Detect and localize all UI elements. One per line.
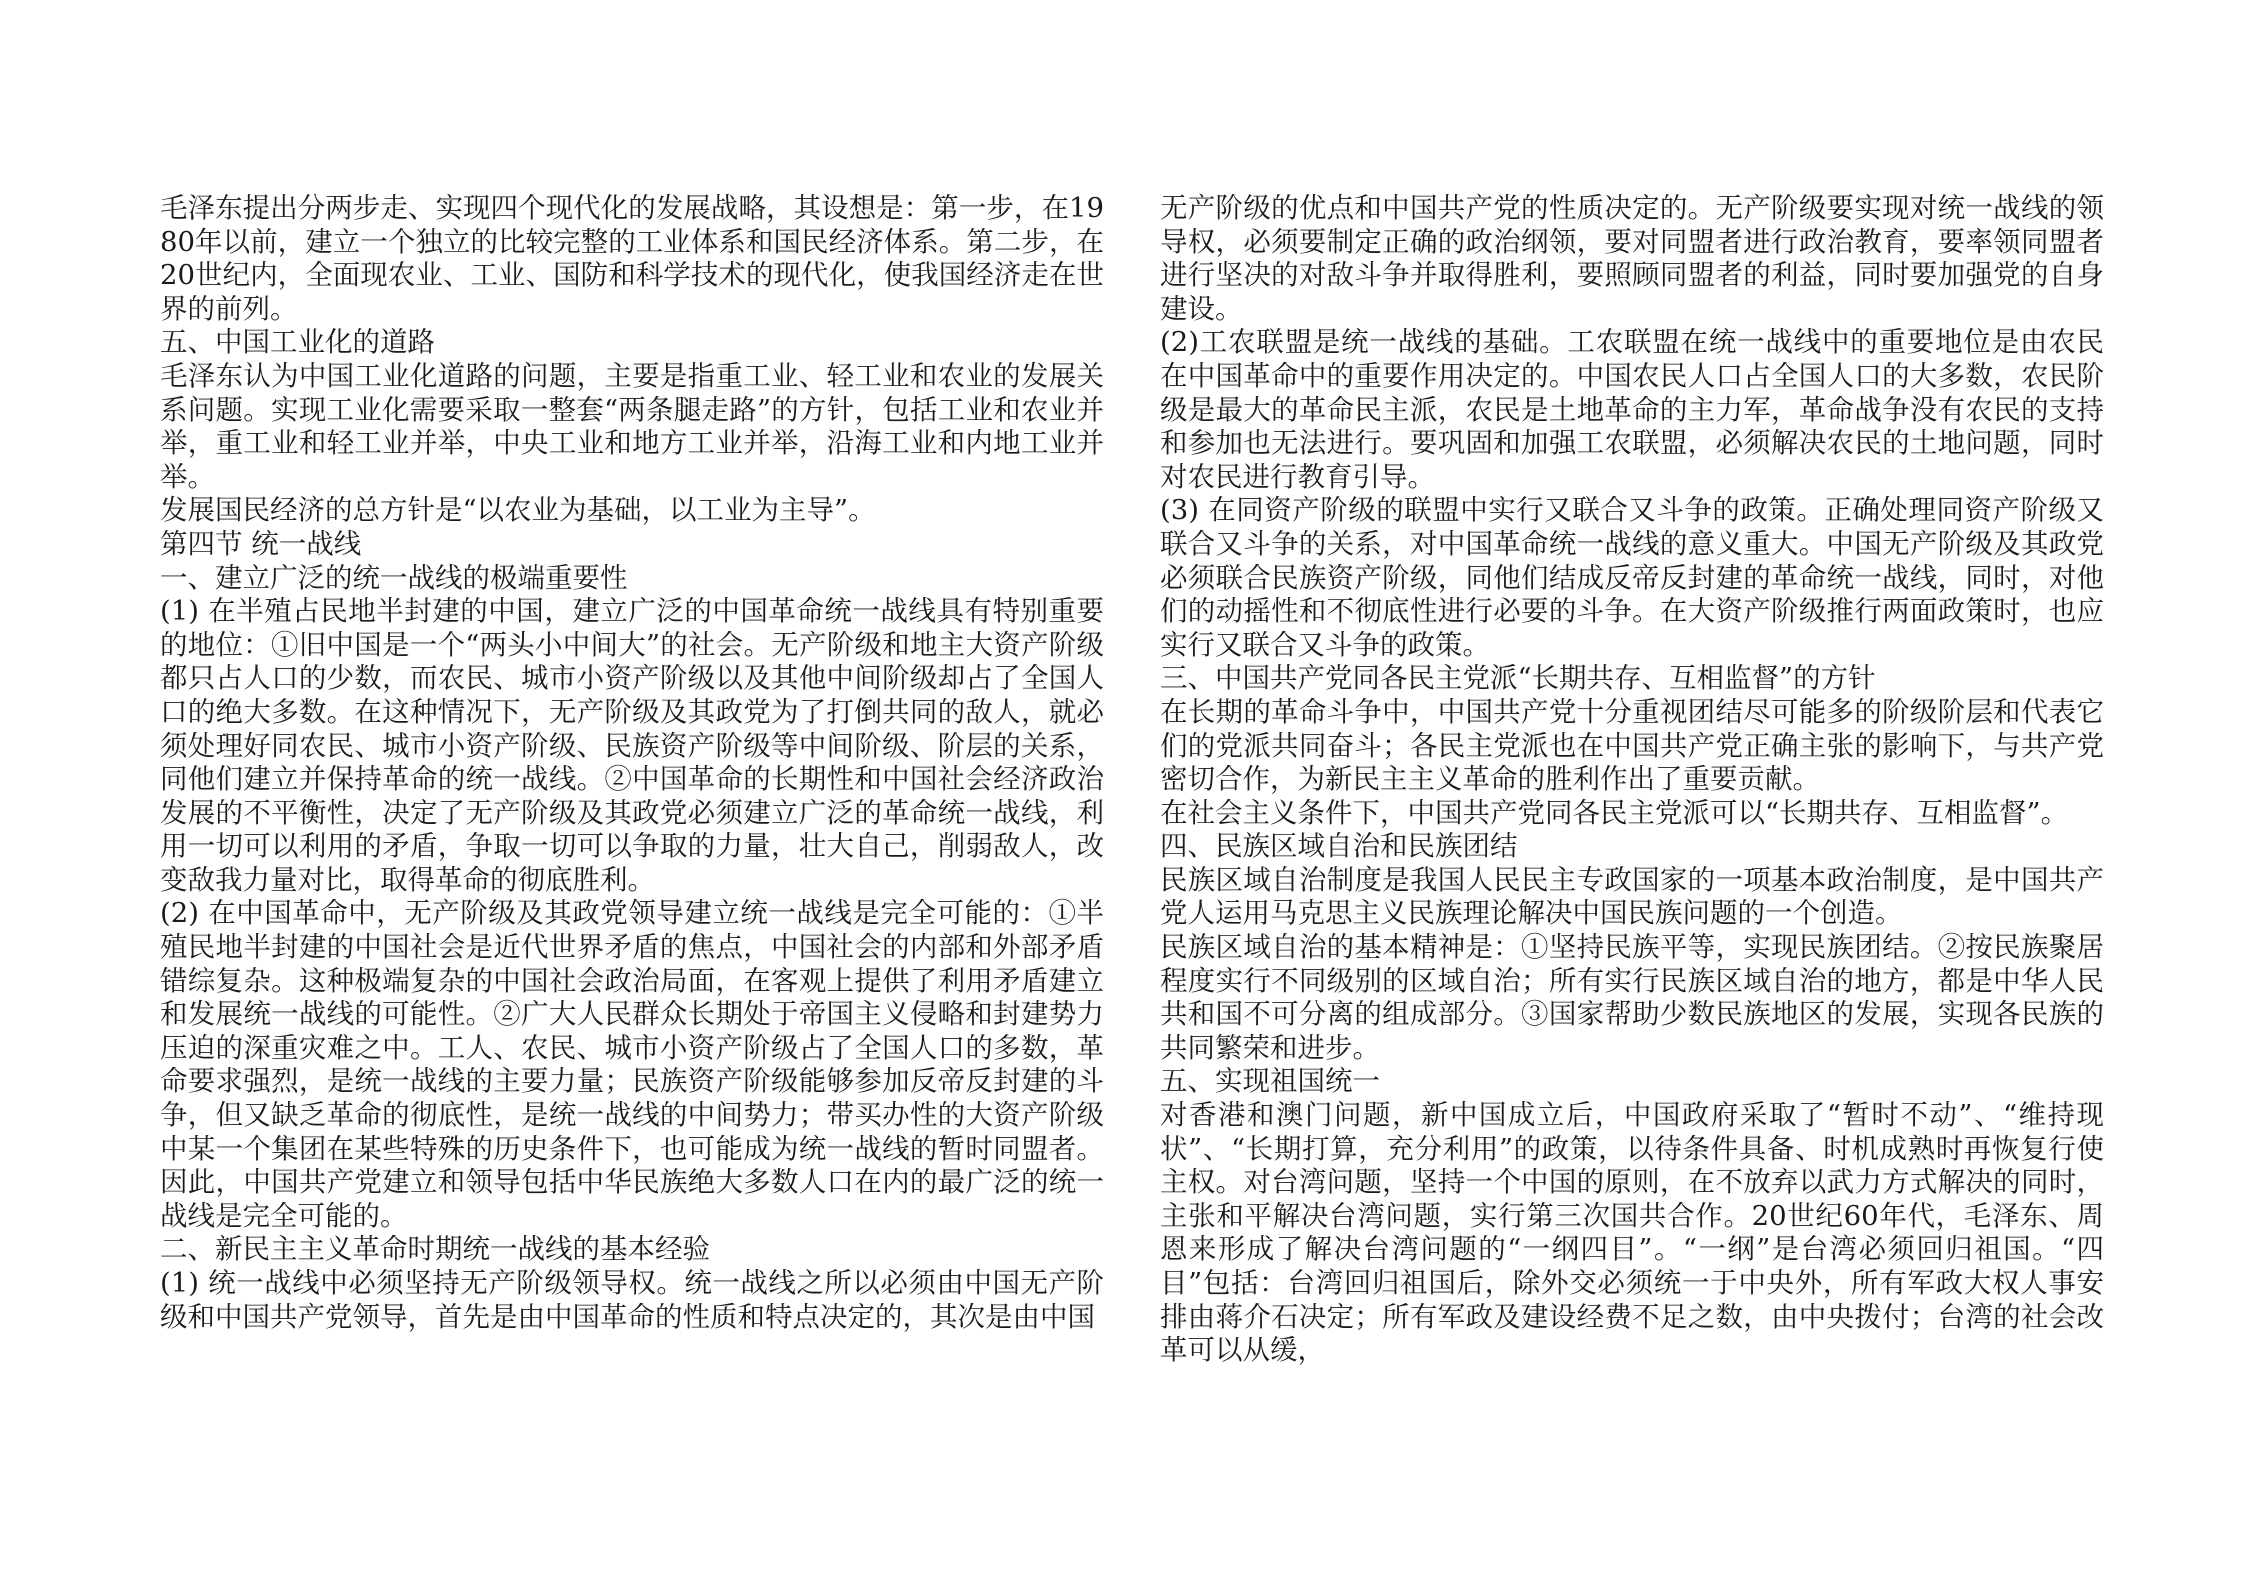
paragraph-bourgeoisie-policy: (3) 在同资产阶级的联盟中实行又联合又斗争的政策。正确处理同资产阶级又联合又斗争的关系，对中国革命统一战线的意义重大。中国无产阶级及其政党必须联合民族资产阶级，同他们结成反帝反封建的革命统一战线，同时，对他们的动摇性和不彻底性进行必要的斗争。在大资产阶级推行两面政策时，也应实行又联合又斗争的政策。 [1160, 494, 2104, 661]
paragraph-strategy: 毛泽东提出分两步走、实现四个现代化的发展战略，其设想是：第一步，在1980年以前，建立一个独立的比较完整的工业体系和国民经济体系。第二步，在20世纪内，全面现农业、工业、国防和科学技术的现代化，使我国经济走在世界的前列。 [160, 192, 1104, 325]
paragraph-leadership: (1) 统一战线中必须坚持无产阶级领导权。统一战线之所以必须由中国无产阶级和中国共产党领导，首先是由中国革命的性质和特点决定的，其次是由中国 [160, 1267, 1104, 1333]
heading-importance: 一、建立广泛的统一战线的极端重要性 [160, 561, 628, 594]
heading-industrialization-road: 五、中国工业化的道路 [160, 326, 435, 359]
paragraph-democratic-parties-2: 在社会主义条件下，中国共产党同各民主党派可以“长期共存、互相监督”。 [1160, 796, 2069, 829]
heading-basic-experience: 二、新民主主义革命时期统一战线的基本经验 [160, 1233, 710, 1266]
heading-regional-autonomy: 四、民族区域自治和民族团结 [1160, 830, 1518, 863]
heading-reunification: 五、实现祖国统一 [1160, 1065, 1380, 1098]
paragraph-worker-peasant-alliance: (2)工农联盟是统一战线的基础。工农联盟在统一战线中的重要地位是由农民在中国革命中的重要作用决定的。中国农民人口占全国人口的大多数，农民阶级是最大的革命民主派，农民是土地革命的主力军，革命战争没有农民的支持和参加也无法进行。要巩固和加强工农联盟，必须解决农民的土地问题，同时对农民进行教育引导。 [1160, 326, 2104, 493]
paragraph-leadership-cont: 无产阶级的优点和中国共产党的性质决定的。无产阶级要实现对统一战线的领导权，必须要制定正确的政治纲领，要对同盟者进行政治教育，要率领同盟者进行坚决的对敌斗争并取得胜利，要照顾同盟者的利益，同时要加强党的自身建设。 [1160, 192, 2104, 325]
right-column [1160, 192, 2104, 1368]
paragraph-economic-policy: 发展国民经济的总方针是“以农业为基础，以工业为主导”。 [160, 494, 876, 527]
paragraph-importance-2: (2) 在中国革命中，无产阶级及其政党领导建立统一战线是完全可能的：①半殖民地半封建的中国社会是近代世界矛盾的焦点，中国社会的内部和外部矛盾错综复杂。这种极端复杂的中国社会政治局面，在客观上提供了利用矛盾建立和发展统一战线的可能性。②广大人民群众长期处于帝国主义侵略和封建势力压迫的深重灾难之中。工人、农民、城市小资产阶级占了全国人口的多数，革命要求强烈，是统一战线的主要力量；民族资产阶级能够参加反帝反封建的斗争，但又缺乏革命的彻底性，是统一战线的中间势力；带买办性的大资产阶级中某一个集团在某些特殊的历史条件下，也可能成为统一战线的暂时同盟者。因此，中国共产党建立和领导包括中华民族绝大多数人口在内的最广泛的统一战线是完全可能的。 [160, 897, 1104, 1232]
heading-democratic-parties: 三、中国共产党同各民主党派“长期共存、互相监督”的方针 [1160, 662, 1876, 695]
paragraph-reunification: 对香港和澳门问题，新中国成立后，中国政府采取了“暂时不动”、“维持现状”、“长期打算，充分利用”的政策，以待条件具备、时机成熟时再恢复行使主权。对台湾问题，坚持一个中国的原则，在不放弃以武力方式解决的同时，主张和平解决台湾问题，实行第三次国共合作。20世纪60年代，毛泽东、周恩来形成了解决台湾问题的“一纲四目”。“一纲”是台湾必须回归祖国。“四目”包括：台湾回归祖国后，除外交必须统一于中央外，所有军政大权人事安排由蒋介石决定；所有军政及建设经费不足之数，由中央拨付；台湾的社会改革可以从缓， [1160, 1099, 2104, 1367]
paragraph-importance-1: (1) 在半殖占民地半封建的中国，建立广泛的中国革命统一战线具有特别重要的地位：①旧中国是一个“两头小中间大”的社会。无产阶级和地主大资产阶级都只占人口的少数，而农民、城市小资产阶级以及其他中间阶级却占了全国人口的绝大多数。在这种情况下，无产阶级及其政党为了打倒共同的敌人，就必须处理好同农民、城市小资产阶级、民族资产阶级等中间阶级、阶层的关系，同他们建立并保持革命的统一战线。②中国革命的长期性和中国社会经济政治发展的不平衡性，决定了无产阶级及其政党必须建立广泛的革命统一战线，利用一切可以利用的矛盾，争取一切可以争取的力量，壮大自己，削弱敌人，改变敌我力量对比，取得革命的彻底胜利。 [160, 595, 1104, 896]
left-column [160, 192, 1104, 1334]
heading-section-united-front: 第四节 统一战线 [160, 527, 362, 560]
paragraph-democratic-parties-1: 在长期的革命斗争中，中国共产党十分重视团结尽可能多的阶级阶层和代表它们的党派共同奋斗；各民主党派也在中国共产党正确主张的影响下，与共产党密切合作，为新民主主义革命的胜利作出了重要贡献。 [1160, 695, 2104, 796]
paragraph-autonomy-spirit: 民族区域自治的基本精神是：①坚持民族平等，实现民族团结。②按民族聚居程度实行不同级别的区域自治；所有实行民族区域自治的地方，都是中华人民共和国不可分离的组成部分。③国家帮助少数民族地区的发展，实现各民族的共同繁荣和进步。 [1160, 931, 2104, 1064]
paragraph-autonomy-system: 民族区域自治制度是我国人民民主专政国家的一项基本政治制度，是中国共产党人运用马克思主义民族理论解决中国民族问题的一个创造。 [1160, 863, 2104, 930]
paragraph-industrialization: 毛泽东认为中国工业化道路的问题，主要是指重工业、轻工业和农业的发展关系问题。实现工业化需要采取一整套“两条腿走路”的方针，包括工业和农业并举，重工业和轻工业并举，中央工业和地方工业并举，沿海工业和内地工业并举。 [160, 359, 1104, 493]
